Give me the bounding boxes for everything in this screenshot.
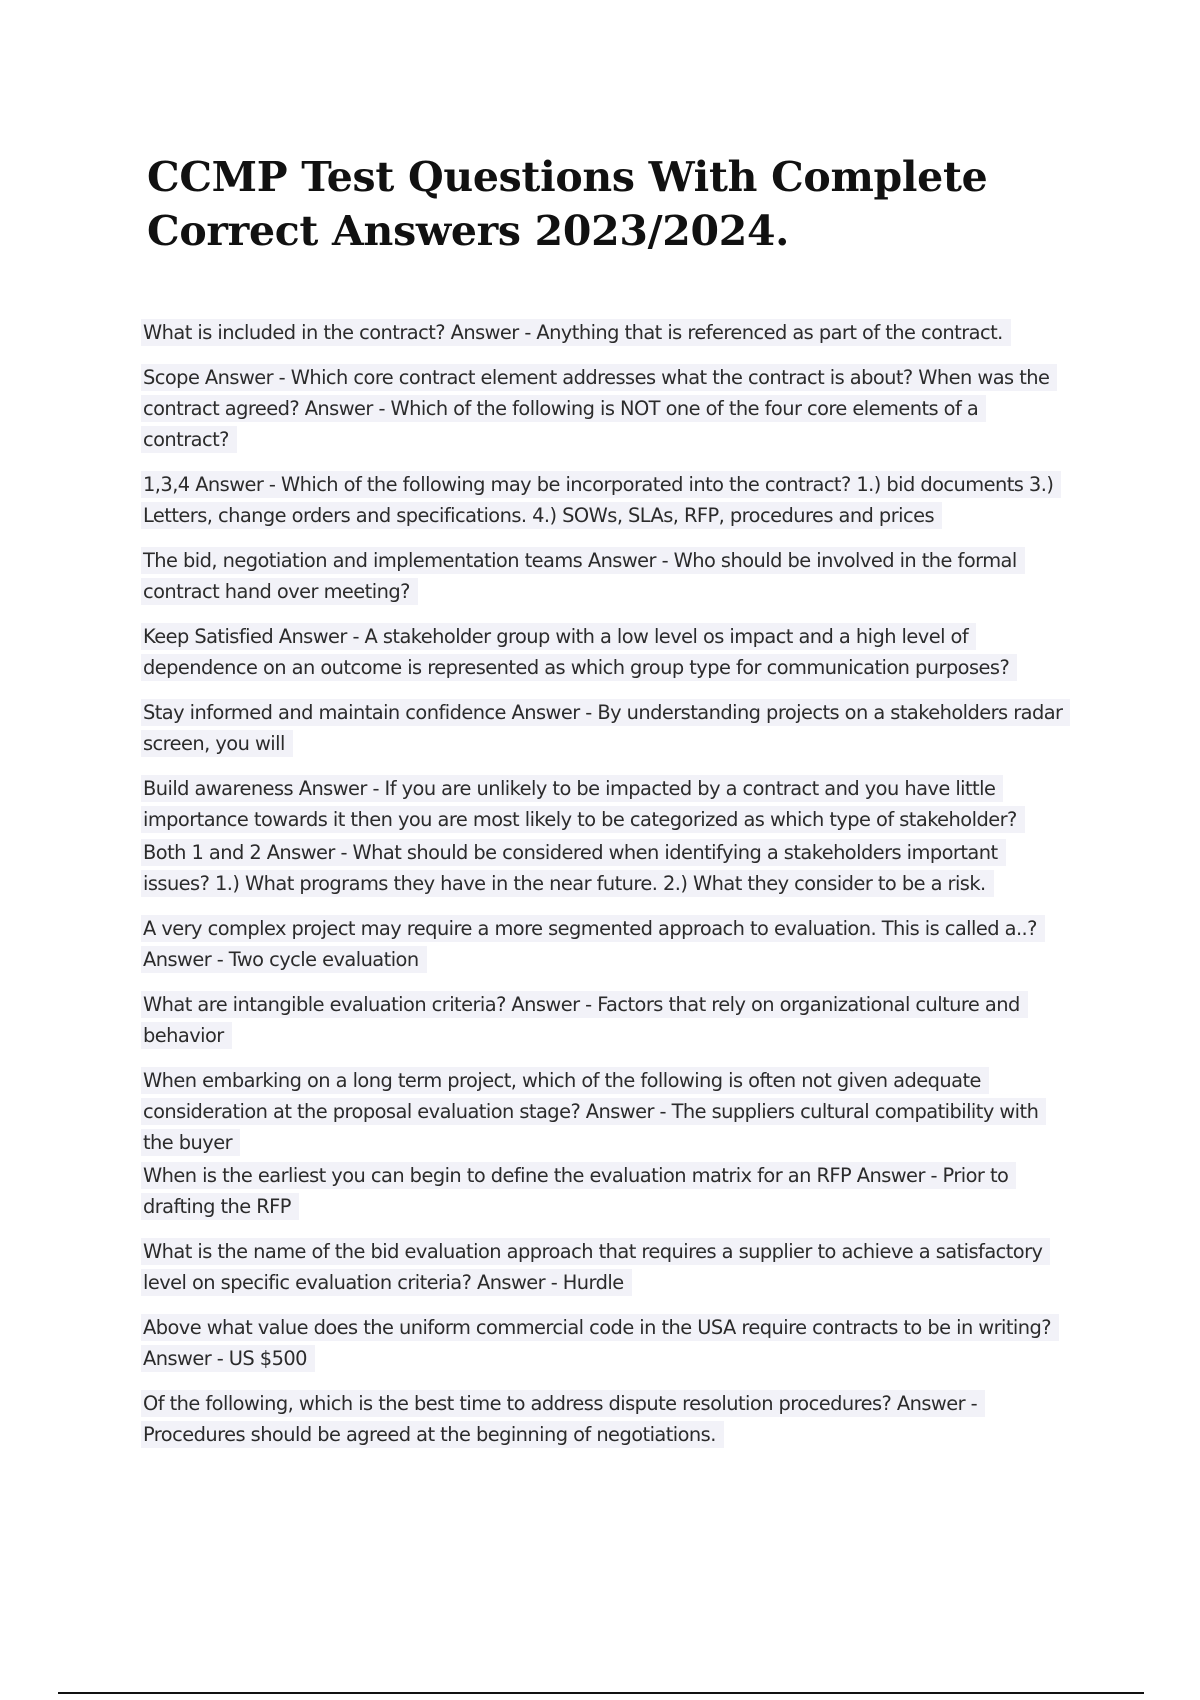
qa-item: [143, 317, 1063, 348]
qa-item: [143, 545, 1063, 607]
qa-item: [143, 469, 1063, 531]
qa-item: [143, 621, 1063, 683]
qa-item: [143, 1160, 1063, 1222]
qa-list: [143, 317, 1063, 1464]
qa-item-text: The bid, negotiation and implementation teams Answer - Who should be involved in the formal contract hand over meeting?: [143, 549, 1017, 603]
qa-item: [143, 1388, 1063, 1450]
qa-item-text: A very complex project may require a more segmented approach to evaluation. This is called a..? Answer - Two cycle evaluation: [143, 917, 1037, 971]
qa-item-text: Scope Answer - Which core contract element addresses what the contract is about? When was the contract agreed? Answer - Which of the following is NOT one of the four core elements of a contract?: [143, 366, 1050, 451]
qa-item-text: What is the name of the bid evaluation approach that requires a supplier to achieve a satisfactory level on specific evaluation criteria? Answer - Hurdle: [143, 1240, 1043, 1294]
qa-item: [143, 1312, 1063, 1374]
qa-item: [143, 1065, 1063, 1158]
qa-item-text: When is the earliest you can begin to define the evaluation matrix for an RFP Answer - Prior to drafting the RFP: [143, 1164, 1009, 1218]
qa-item-text: What is included in the contract? Answer - Anything that is referenced as part of the contract.: [143, 321, 1003, 344]
qa-item-text: Above what value does the uniform commercial code in the USA require contracts to be in writing? Answer - US $500: [143, 1316, 1052, 1370]
qa-item-text: Both 1 and 2 Answer - What should be considered when identifying a stakeholders important issues? 1.) What programs they have in the near future. 2.) What they consider to be a risk.: [143, 841, 998, 895]
qa-item-text: Build awareness Answer - If you are unlikely to be impacted by a contract and you have little importance towards it then you are most likely to be categorized as which type of stakeholder?: [143, 777, 1017, 831]
qa-item: [143, 697, 1063, 759]
qa-item: [143, 837, 1063, 899]
qa-item-text: Stay informed and maintain confidence Answer - By understanding projects on a stakeholders radar screen, you will: [143, 701, 1063, 755]
qa-item: [143, 773, 1063, 835]
footer-divider: [58, 1692, 1144, 1694]
qa-item-text: 1,3,4 Answer - Which of the following may be incorporated into the contract? 1.) bid documents 3.) Letters, change orders and specifications. 4.) SOWs, SLAs, RFP, procedures and prices: [143, 473, 1054, 527]
qa-item-text: What are intangible evaluation criteria? Answer - Factors that rely on organizational culture and behavior: [143, 993, 1020, 1047]
qa-item-text: When embarking on a long term project, which of the following is often not given adequate consideration at the proposal evaluation stage? Answer - The suppliers cultural compatibility with the buyer: [143, 1069, 1039, 1154]
qa-item-text: Of the following, which is the best time to address dispute resolution procedures? Answer - Procedures should be agreed at the beginning of negotiations.: [143, 1392, 978, 1446]
qa-item-text: Keep Satisfied Answer - A stakeholder group with a low level os impact and a high level of dependence on an outcome is represented as which group type for communication purposes?: [143, 625, 1010, 679]
qa-item: [143, 913, 1063, 975]
qa-item: [143, 989, 1063, 1051]
qa-item: [143, 1236, 1063, 1298]
qa-item: [143, 362, 1063, 455]
document-title: CCMP Test Questions With Complete Correct Answers 2023/2024.: [147, 153, 988, 255]
